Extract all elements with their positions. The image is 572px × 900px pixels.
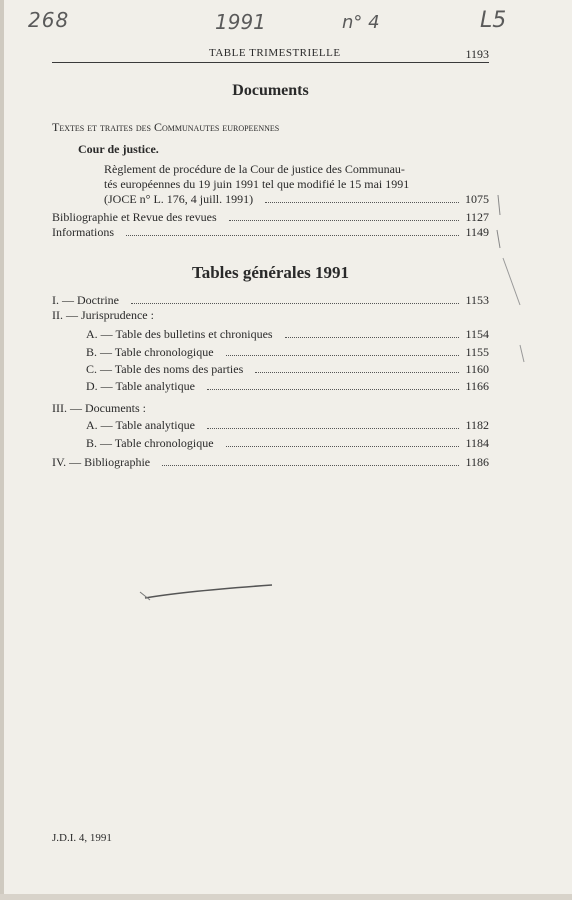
toc-page: 1127	[465, 210, 489, 224]
toc-page: 1075	[465, 192, 489, 206]
toc-label: (JOCE n° L. 176, 4 juill. 1991)	[104, 192, 254, 206]
toc-page: 1155	[465, 345, 489, 359]
handwritten-number: 268	[28, 8, 70, 32]
toc-page: 1186	[465, 455, 489, 469]
toc-page: 1160	[465, 362, 489, 376]
pen-tick	[140, 592, 150, 600]
toc-label: C. — Table des noms des parties	[86, 362, 244, 376]
documents-title: Documents	[232, 82, 309, 99]
toc-page: 1154	[465, 327, 489, 341]
toc-label: I. — Doctrine	[52, 293, 119, 307]
margin-mark	[520, 345, 524, 362]
toc-page: 1149	[465, 225, 489, 239]
rule-text-line2: tés européennes du 19 juin 1991 tel que modifié le 15 mai 1991	[104, 177, 410, 191]
toc-label: Informations	[52, 225, 114, 239]
header-title: TABLE TRIMESTRIELLE	[209, 47, 341, 59]
toc-page: 1184	[465, 436, 489, 450]
toc-label: B. — Table chronologique	[86, 345, 214, 359]
toc-label: A. — Table analytique	[86, 418, 195, 432]
toc-page: 1182	[465, 418, 489, 432]
jurisprudence-heading: II. — Jurisprudence :	[52, 308, 154, 322]
toc-label: B. — Table chronologique	[86, 436, 214, 450]
handwritten-issue: n° 4	[342, 12, 380, 33]
handwritten-year: 1991	[215, 10, 266, 34]
margin-mark	[497, 230, 500, 248]
rule-text-line1: Règlement de procédure de la Cour de justice des Communau-	[104, 162, 405, 176]
margin-mark	[498, 195, 500, 215]
footer: J.D.I. 4, 1991	[52, 832, 112, 844]
handwritten-code: L5	[480, 8, 507, 33]
court-heading: Cour de justice.	[78, 142, 159, 156]
margin-mark	[503, 258, 520, 305]
toc-label: D. — Table analytique	[86, 379, 195, 393]
toc-page: 1166	[465, 379, 489, 393]
toc-page: 1153	[465, 293, 489, 307]
header-page-number: 1193	[465, 47, 489, 61]
toc-label: Bibliographie et Revue des revues	[52, 210, 217, 224]
tables-title: Tables générales 1991	[191, 263, 350, 282]
toc-label: IV. — Bibliographie	[52, 455, 151, 469]
documents-tables-heading: III. — Documents :	[52, 401, 146, 415]
subheading-text: Textes et traites des Communautes europeennes	[52, 120, 280, 134]
pen-stroke	[145, 585, 272, 598]
toc-label: A. — Table des bulletins et chroniques	[86, 327, 273, 341]
